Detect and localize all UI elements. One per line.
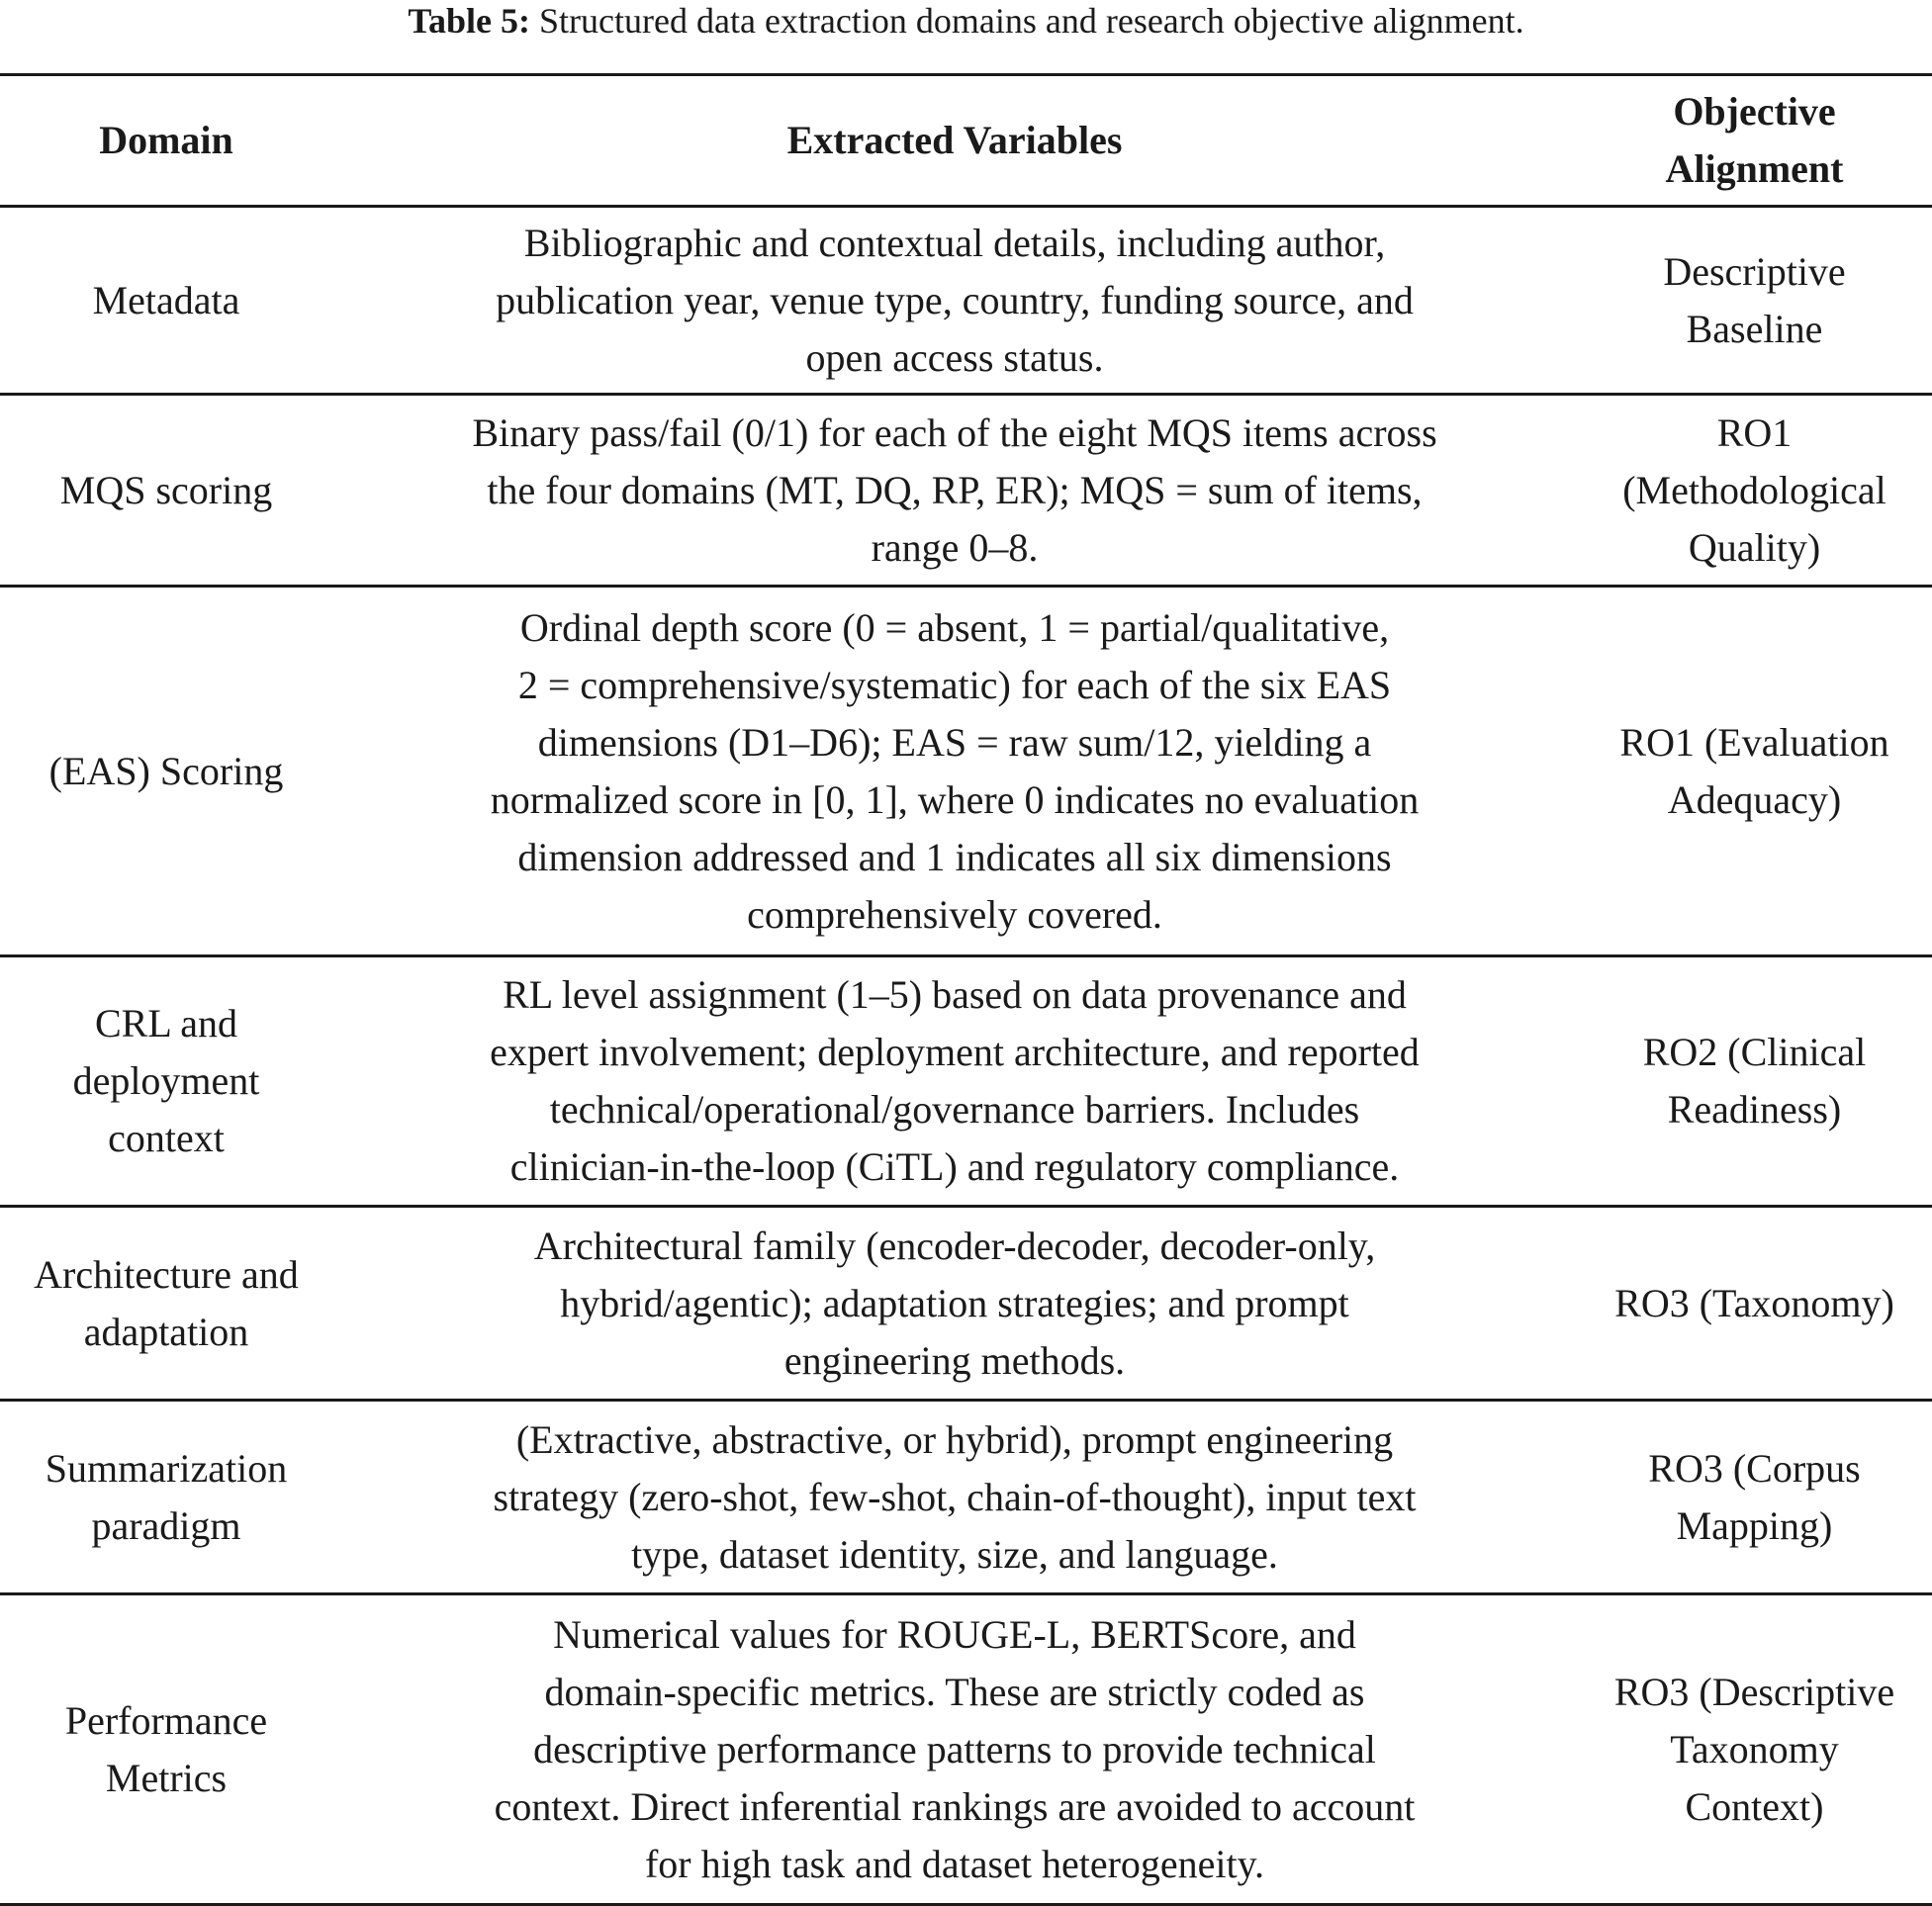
table-row — [0, 1401, 1932, 1594]
header-extracted-variables: Extracted Variables — [332, 75, 1577, 207]
table-row — [0, 956, 1932, 1207]
cell-variables: RL level assignment (1–5) based on data provenance and expert involvement; deployment architecture, and reported technical/operational/governance barriers. Includes clinician-in-the-loop (CiTL) and regulatory compliance. — [332, 956, 1577, 1207]
cell-objective: RO3 (Corpus Mapping) — [1577, 1401, 1932, 1594]
cell-variables: Binary pass/fail (0/1) for each of the eight MQS items across the four domains (MT, DQ, RP, ER); MQS = sum of items, range 0–8. — [332, 395, 1577, 587]
table-row — [0, 1594, 1932, 1905]
cell-objective: Descriptive Baseline — [1577, 207, 1932, 395]
table-row — [0, 207, 1932, 395]
header-row — [0, 75, 1932, 207]
cell-domain: Performance Metrics — [0, 1594, 332, 1905]
table-caption — [0, 0, 1932, 44]
cell-objective: RO1 (Methodological Quality) — [1577, 395, 1932, 587]
header-domain: Domain — [0, 75, 332, 207]
cell-variables: Ordinal depth score (0 = absent, 1 = partial/qualitative, 2 = comprehensive/systematic) for each of the six EAS dimensions (D1–D6); EAS = raw sum/12, yielding a normalized score in [0, 1], where 0 indicates no evaluation dimension addressed and 1 indicates all six dimensions comprehensively covered. — [332, 587, 1577, 956]
cell-domain: Architecture and adaptation — [0, 1207, 332, 1401]
caption-text: Structured data extraction domains and research objective alignment. — [539, 1, 1524, 41]
cell-variables: Bibliographic and contextual details, including author, publication year, venue type, country, funding source, and open access status. — [332, 207, 1577, 395]
table-row — [0, 587, 1932, 956]
header-objective-alignment: Objective Alignment — [1577, 75, 1932, 207]
cell-objective: RO3 (Descriptive Taxonomy Context) — [1577, 1594, 1932, 1905]
table-row — [0, 395, 1932, 587]
cell-objective: RO3 (Taxonomy) — [1577, 1207, 1932, 1401]
cell-variables: Architectural family (encoder-decoder, decoder-only, hybrid/agentic); adaptation strategies; and prompt engineering methods. — [332, 1207, 1577, 1401]
cell-domain: CRL and deployment context — [0, 956, 332, 1207]
cell-variables: (Extractive, abstractive, or hybrid), prompt engineering strategy (zero-shot, few-shot, chain-of-thought), input text type, dataset identity, size, and language. — [332, 1401, 1577, 1594]
table-row — [0, 1207, 1932, 1401]
cell-domain: Metadata — [0, 207, 332, 395]
cell-domain: (EAS) Scoring — [0, 587, 332, 956]
data-extraction-table — [0, 73, 1932, 1906]
cell-variables: Numerical values for ROUGE-L, BERTScore, and domain-specific metrics. These are strictly coded as descriptive performance patterns to provide technical context. Direct inferential rankings are avoided to account for high task and dataset heterogeneity. — [332, 1594, 1577, 1905]
caption-label: Table 5: — [408, 1, 531, 41]
cell-objective: RO2 (Clinical Readiness) — [1577, 956, 1932, 1207]
cell-domain: Summarization paradigm — [0, 1401, 332, 1594]
cell-objective: RO1 (Evaluation Adequacy) — [1577, 587, 1932, 956]
cell-domain: MQS scoring — [0, 395, 332, 587]
